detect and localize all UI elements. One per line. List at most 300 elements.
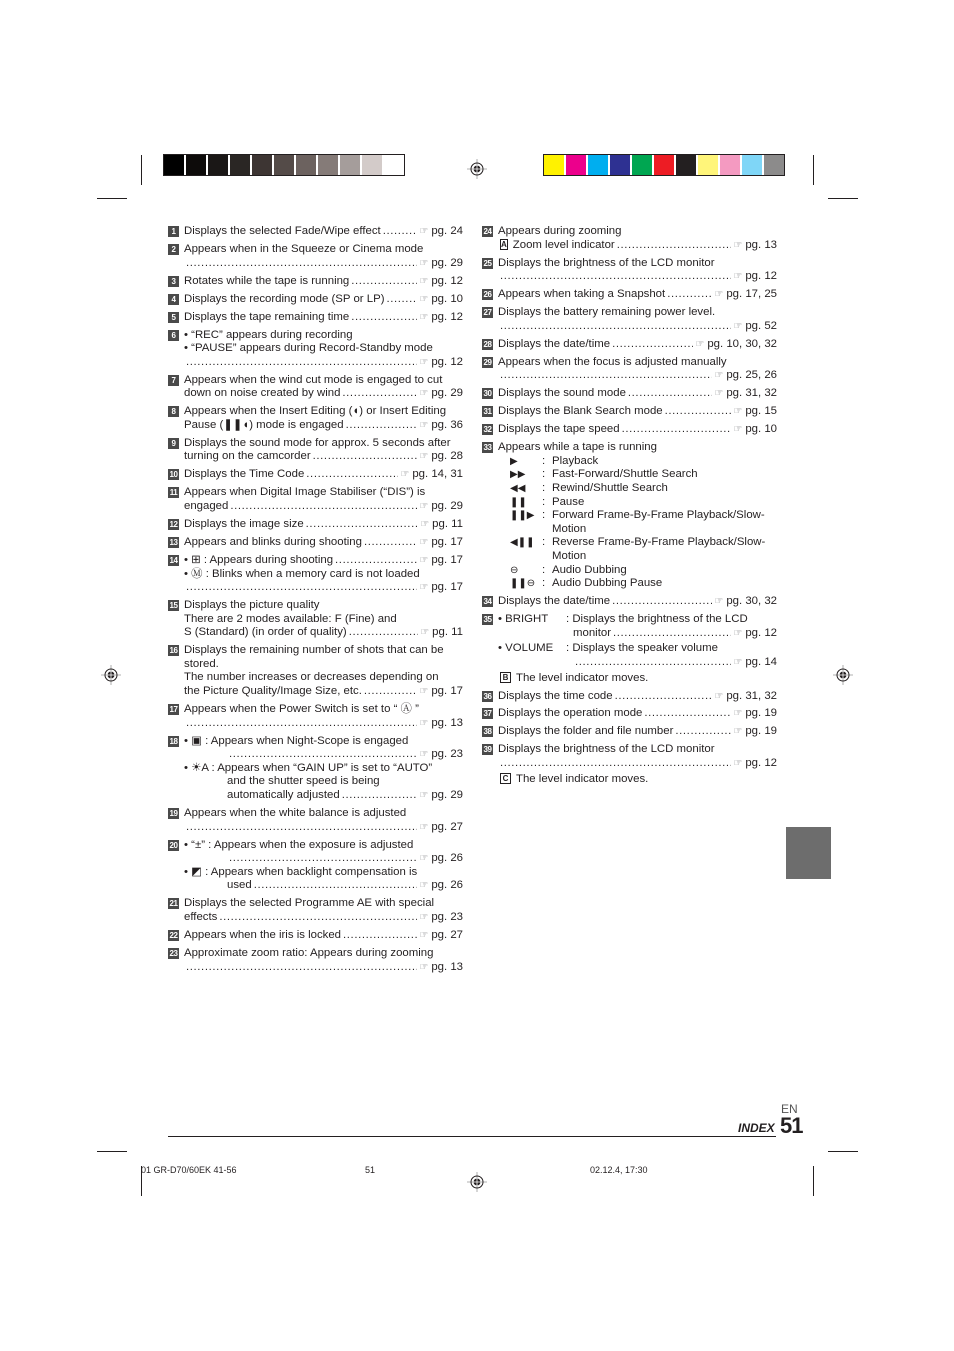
page-ref-icon: ☞ <box>714 388 724 400</box>
index-line <box>184 626 463 640</box>
leader-dots <box>186 356 417 370</box>
index-text: Pause (❚❚◖) mode is engaged <box>184 418 344 431</box>
page-ref-icon: ☞ <box>419 275 429 287</box>
index-line <box>184 293 463 307</box>
page-reference[interactable] <box>419 500 463 514</box>
symbol-row <box>498 564 777 578</box>
page-ref-text: pg. 28 <box>431 450 463 463</box>
page-ref-icon: ☞ <box>400 469 410 481</box>
item-number-badge: 20 <box>169 840 178 850</box>
slug-page: 51 <box>365 1165 376 1175</box>
index-line <box>498 405 777 419</box>
page-ref-icon: ☞ <box>419 501 429 512</box>
colon: : <box>542 563 546 576</box>
index-item <box>168 437 463 464</box>
page-ref-icon: ☞ <box>419 853 429 865</box>
leader-dots <box>335 554 417 568</box>
item-number-badge: 34 <box>483 597 492 607</box>
index-text: Displays the folder and file number <box>498 725 674 738</box>
colon: : <box>542 482 546 495</box>
index-text: Displays the image size <box>184 517 304 530</box>
index-line <box>184 419 463 433</box>
page-ref-icon: ☞ <box>733 424 743 436</box>
symbol-row <box>498 455 777 469</box>
callout-label: A <box>501 239 507 249</box>
index-line <box>184 866 463 880</box>
page-ref-text: pg. 12 <box>431 274 463 287</box>
index-item <box>482 306 777 333</box>
index-text: Displays the Blank Search mode <box>498 405 663 418</box>
index-text: • “REC” appears during recording <box>184 328 353 341</box>
index-item <box>482 338 777 352</box>
colon: : <box>542 468 546 481</box>
leader-dots <box>229 852 417 866</box>
callout-label: C <box>500 773 511 784</box>
page-ref-icon: ☞ <box>419 554 429 566</box>
bright-desc: : Displays the brightness of the LCD <box>566 613 748 626</box>
page-ref-text: pg. 25, 26 <box>726 369 777 382</box>
index-text: Displays the tape speed <box>498 423 620 436</box>
color-swatch <box>588 155 608 175</box>
index-line <box>184 225 463 239</box>
item-number-badge: 26 <box>483 290 492 300</box>
symbol-row <box>498 509 777 536</box>
index-text: • ▣ : Appears when Night-Scope is engaged <box>184 734 409 747</box>
leader-dots <box>230 500 417 514</box>
index-text: S (Standard) (in order of quality) <box>184 626 347 639</box>
item-number-badge: 31 <box>483 407 492 417</box>
index-line <box>498 773 777 787</box>
volume-desc: : Displays the speaker volume <box>566 642 718 655</box>
leader-dots <box>675 725 731 739</box>
page-reference[interactable] <box>714 288 777 302</box>
page-reference[interactable] <box>419 789 463 803</box>
index-text: effects <box>184 910 218 923</box>
page-ref-icon: ☞ <box>420 627 430 639</box>
page-reference[interactable] <box>419 311 463 325</box>
leader-dots <box>186 717 417 731</box>
page-ref-text: pg. 26 <box>431 879 463 892</box>
page-ref-text: pg. 10, 30, 32 <box>707 337 777 350</box>
page-ref-text: pg. 19 <box>745 725 777 738</box>
index-text: The level indicator moves. <box>516 671 649 684</box>
tape-status-icon: ◀◀ <box>510 483 526 495</box>
index-item <box>482 707 777 721</box>
page-reference[interactable] <box>419 581 463 595</box>
page-reference[interactable] <box>714 595 777 609</box>
index-line <box>498 423 777 437</box>
index-text: • “PAUSE” appears during Record-Standby mode <box>184 342 433 355</box>
page-ref-icon: ☞ <box>419 257 429 269</box>
index-text: Appears when taking a Snapshot <box>498 288 666 301</box>
tape-status-icon: ❚❚⊖ <box>510 578 536 590</box>
color-swatch <box>384 155 404 175</box>
leader-dots <box>351 311 417 325</box>
symbol-description: Audio Dubbing <box>552 563 627 576</box>
leader-dots <box>628 387 712 401</box>
index-item <box>482 441 777 591</box>
index-line <box>498 270 777 284</box>
page-reference[interactable] <box>419 257 463 271</box>
index-line <box>498 595 777 609</box>
index-item <box>482 257 777 284</box>
index-text: The level indicator moves. <box>516 772 649 785</box>
index-text: Appears when in the Squeeze or Cinema mode <box>184 242 424 255</box>
leader-dots <box>186 821 417 835</box>
page-reference[interactable] <box>420 626 463 640</box>
page-ref-icon: ☞ <box>419 911 429 923</box>
leader-dots <box>186 257 417 271</box>
page-ref-text: pg. 17 <box>431 581 463 594</box>
page-ref-icon: ☞ <box>733 758 743 770</box>
page-ref-icon: ☞ <box>419 717 429 729</box>
leader-dots <box>229 748 417 762</box>
item-number-badge: 28 <box>483 339 492 349</box>
page-reference[interactable] <box>419 685 463 699</box>
index-line <box>498 757 777 771</box>
index-item <box>482 743 777 786</box>
page-ref-icon: ☞ <box>419 880 429 892</box>
page-reference[interactable] <box>419 879 463 893</box>
page-reference[interactable] <box>419 961 463 975</box>
page-ref-icon: ☞ <box>714 690 724 702</box>
index-text: • ◩ : Appears when backlight compensation is <box>184 865 418 878</box>
index-text: • ⊞ : Appears during shooting <box>184 553 334 566</box>
page-ref-icon: ☞ <box>714 370 724 382</box>
page-reference[interactable] <box>733 270 777 284</box>
index-item <box>482 725 777 739</box>
tape-status-icon: ▶▶ <box>510 469 526 481</box>
index-text: used <box>227 879 252 892</box>
leader-dots <box>500 320 731 334</box>
item-number-badge: 27 <box>483 308 492 318</box>
page-ref-text: pg. 31, 32 <box>726 689 777 702</box>
color-swatch <box>318 155 338 175</box>
index-line <box>184 735 463 749</box>
index-item <box>168 929 463 943</box>
page-ref-text: pg. 15 <box>745 405 777 418</box>
index-item <box>168 468 463 482</box>
page-reference[interactable] <box>419 929 463 943</box>
page-ref-text: pg. 31, 32 <box>726 387 777 400</box>
page-ref-icon: ☞ <box>695 338 705 350</box>
page-ref-text: pg. 10 <box>745 423 777 436</box>
page-ref-icon: ☞ <box>419 419 429 431</box>
color-swatch <box>274 155 294 175</box>
index-line <box>184 518 463 532</box>
leader-dots <box>575 656 731 670</box>
page-ref-text: pg. 36 <box>431 418 463 431</box>
leader-dots <box>254 879 418 893</box>
index-line <box>184 500 463 514</box>
page-ref-text: pg. 17 <box>431 685 463 698</box>
item-number-badge: 4 <box>168 294 179 305</box>
page-reference[interactable] <box>733 627 777 641</box>
index-line <box>498 288 777 302</box>
item-number-badge: 33 <box>483 443 492 453</box>
index-text: Displays the recording mode (SP or LP) <box>184 292 385 305</box>
color-swatch <box>362 155 382 175</box>
page-reference[interactable] <box>733 757 777 771</box>
leader-dots <box>349 626 418 640</box>
item-number-badge: 25 <box>483 258 492 268</box>
index-text: stored. <box>184 657 219 670</box>
index-line <box>498 707 777 721</box>
leader-dots <box>665 405 732 419</box>
color-swatch <box>252 155 272 175</box>
page-reference[interactable] <box>419 821 463 835</box>
index-line <box>498 320 777 334</box>
color-swatch <box>764 155 784 175</box>
page-ref-text: pg. 12 <box>745 757 777 770</box>
page-reference[interactable] <box>419 852 463 866</box>
symbol-row <box>498 482 777 496</box>
index-line <box>184 762 463 776</box>
index-text: • “±” : Appears when the exposure is adjusted <box>184 838 414 851</box>
page-ref-text: pg. 52 <box>745 319 777 332</box>
item-number-badge: 12 <box>169 519 178 529</box>
index-line <box>184 329 463 343</box>
crop-mark <box>828 1151 858 1152</box>
index-line <box>184 911 463 925</box>
leader-dots <box>622 423 732 437</box>
page-ref-text: pg. 10 <box>431 292 463 305</box>
page-reference[interactable] <box>419 275 463 289</box>
page-ref-icon: ☞ <box>419 536 429 548</box>
registration-mark-icon <box>467 159 487 179</box>
index-line <box>184 852 463 866</box>
index-line <box>184 961 463 975</box>
item-number-badge: 17 <box>169 705 178 715</box>
index-item <box>482 225 777 252</box>
leader-dots <box>306 468 398 482</box>
index-line <box>498 690 777 704</box>
page-reference[interactable] <box>733 725 777 739</box>
index-item <box>482 288 777 302</box>
index-item <box>168 735 463 803</box>
index-line <box>498 338 777 352</box>
colon: : <box>542 495 546 508</box>
color-swatch <box>164 155 184 175</box>
item-number-badge: 24 <box>483 227 492 236</box>
symbol-row <box>498 496 777 510</box>
page-ref-icon: ☞ <box>419 929 429 941</box>
footer-rule <box>168 1136 776 1137</box>
index-line <box>498 369 777 383</box>
tape-status-icon: ▶ <box>510 455 518 467</box>
callout-label: B <box>500 672 511 683</box>
page-reference[interactable] <box>695 338 777 352</box>
index-item <box>168 703 463 730</box>
page-reference[interactable] <box>419 536 463 550</box>
page-ref-text: pg. 27 <box>431 820 463 833</box>
registration-mark-icon <box>467 1172 487 1192</box>
item-number-badge: 5 <box>168 312 179 323</box>
index-text: Displays the sound mode for approx. 5 seconds after <box>184 436 451 449</box>
index-line <box>184 748 463 762</box>
index-text: down on noise created by wind <box>184 387 341 400</box>
item-number-badge: 21 <box>169 899 178 909</box>
page-ref-icon: ☞ <box>714 596 724 608</box>
page-ref-text: pg. 17 <box>431 553 463 566</box>
index-line <box>184 897 463 911</box>
leader-dots <box>615 690 713 704</box>
index-line <box>498 306 777 320</box>
index-line <box>184 671 463 685</box>
tape-status-icon: ⊖ <box>510 564 519 576</box>
index-line <box>184 644 463 658</box>
index-text: • ☀A : Appears when “GAIN UP” is set to “AUTO” <box>184 761 433 774</box>
leader-dots <box>500 369 712 383</box>
leader-dots <box>186 961 417 975</box>
item-number-badge: 23 <box>169 948 178 958</box>
page-reference[interactable] <box>733 656 777 670</box>
page-ref-text: pg. 12 <box>745 270 777 283</box>
index-text: Displays the battery remaining power level. <box>498 306 716 319</box>
page-ref-icon: ☞ <box>419 582 429 594</box>
page-ref-icon: ☞ <box>733 271 743 283</box>
item-number-badge: 15 <box>169 601 178 611</box>
item-number-badge: 22 <box>169 930 178 940</box>
page-ref-icon: ☞ <box>419 790 429 802</box>
leader-dots <box>613 627 731 641</box>
index-item <box>168 536 463 550</box>
index-line <box>184 581 463 595</box>
index-line <box>184 450 463 464</box>
index-item <box>168 329 463 370</box>
page-reference[interactable] <box>419 717 463 731</box>
index-text: Displays the operation mode <box>498 707 643 720</box>
page-reference[interactable] <box>419 450 463 464</box>
page-reference[interactable] <box>419 225 463 239</box>
index-line <box>184 775 463 789</box>
index-item <box>168 486 463 513</box>
page-reference[interactable] <box>420 518 463 532</box>
page-ref-icon: ☞ <box>419 451 429 463</box>
symbol-description: Reverse Frame-By-Frame Playback/Slow-Motion <box>552 536 766 562</box>
index-line <box>184 947 463 961</box>
index-line <box>184 243 463 257</box>
item-number-badge: 6 <box>168 330 179 341</box>
page-reference[interactable] <box>419 293 463 307</box>
page-reference[interactable] <box>714 387 777 401</box>
page-ref-icon: ☞ <box>733 726 743 738</box>
leader-dots <box>612 595 712 609</box>
index-text: There are 2 modes available: F (Fine) and <box>184 612 397 625</box>
grayscale-color-bar <box>163 154 405 176</box>
page-ref-icon: ☞ <box>733 320 743 332</box>
index-item <box>482 405 777 419</box>
item-number-badge: 30 <box>483 389 492 399</box>
color-swatch <box>544 155 564 175</box>
index-line <box>184 311 463 325</box>
index-text: Approximate zoom ratio: Appears during zooming <box>184 946 434 959</box>
index-line <box>184 879 463 893</box>
index-item <box>482 423 777 437</box>
page-ref-icon: ☞ <box>733 627 743 639</box>
color-swatch <box>654 155 674 175</box>
bright-row <box>498 613 777 627</box>
index-item <box>482 690 777 704</box>
page-ref-icon: ☞ <box>419 749 429 761</box>
page-ref-icon: ☞ <box>733 656 743 668</box>
index-text: Displays the date/time <box>498 337 611 350</box>
page-ref-icon: ☞ <box>420 518 430 530</box>
page-ref-text: pg. 12 <box>745 626 777 639</box>
page-ref-icon: ☞ <box>733 708 743 720</box>
leader-dots <box>383 225 418 239</box>
leader-dots <box>617 239 732 253</box>
page-reference[interactable] <box>419 554 463 568</box>
page-reference[interactable] <box>714 369 777 383</box>
page-ref-text: pg. 11 <box>432 626 463 639</box>
item-number-badge: 7 <box>168 375 179 386</box>
page-ref-icon: ☞ <box>419 311 429 323</box>
page-reference[interactable] <box>400 468 463 482</box>
symbol-description: Rewind/Shuttle Search <box>552 482 668 495</box>
page-reference[interactable] <box>733 423 777 437</box>
page-ref-text: pg. 13 <box>431 960 463 973</box>
page-ref-text: pg. 23 <box>431 910 463 923</box>
color-swatch <box>230 155 250 175</box>
page-reference[interactable] <box>733 707 777 721</box>
index-line <box>184 374 463 388</box>
page-ref-text: pg. 12 <box>431 310 463 323</box>
index-item <box>482 613 777 685</box>
leader-dots <box>351 275 417 289</box>
leader-dots <box>306 518 419 532</box>
index-line <box>498 387 777 401</box>
index-line <box>184 342 463 356</box>
color-swatch <box>186 155 206 175</box>
crop-mark <box>813 155 814 185</box>
registration-mark-icon <box>833 665 853 685</box>
index-text: Displays the picture quality <box>184 599 320 612</box>
color-swatch <box>296 155 316 175</box>
item-number-badge: 2 <box>168 244 179 255</box>
index-text: Displays the selected Fade/Wipe effect <box>184 225 381 237</box>
page-reference[interactable] <box>733 239 777 253</box>
page-reference[interactable] <box>419 419 463 433</box>
item-number-badge: 16 <box>169 646 178 656</box>
item-number-badge: 19 <box>169 809 178 818</box>
tape-status-icon: ❚❚▶ <box>510 510 535 522</box>
page-reference[interactable] <box>419 911 463 925</box>
index-text: Appears when the Power Switch is set to “ Ⓐ ” <box>184 703 419 716</box>
leader-dots <box>313 450 418 464</box>
page-reference[interactable] <box>419 356 463 370</box>
leader-dots <box>386 293 417 307</box>
page-ref-text: pg. 26 <box>431 852 463 865</box>
page-reference[interactable] <box>419 748 463 762</box>
index-line <box>184 821 463 835</box>
page-reference[interactable] <box>714 690 777 704</box>
index-text: Appears when the white balance is adjusted <box>184 807 407 819</box>
leader-dots <box>343 929 417 943</box>
page-reference[interactable] <box>733 405 777 419</box>
index-text: turning on the camcorder <box>184 450 311 463</box>
leader-dots <box>644 707 731 721</box>
page-ref-icon: ☞ <box>419 388 429 400</box>
language-label: EN <box>781 1102 798 1116</box>
section-title: INDEX <box>738 1121 775 1135</box>
page-ref-text: pg. 29 <box>431 500 463 512</box>
page-ref-text: pg. 27 <box>431 928 463 941</box>
index-item <box>168 275 463 289</box>
page-reference[interactable] <box>419 387 463 401</box>
page-reference[interactable] <box>733 320 777 334</box>
color-swatch <box>720 155 740 175</box>
